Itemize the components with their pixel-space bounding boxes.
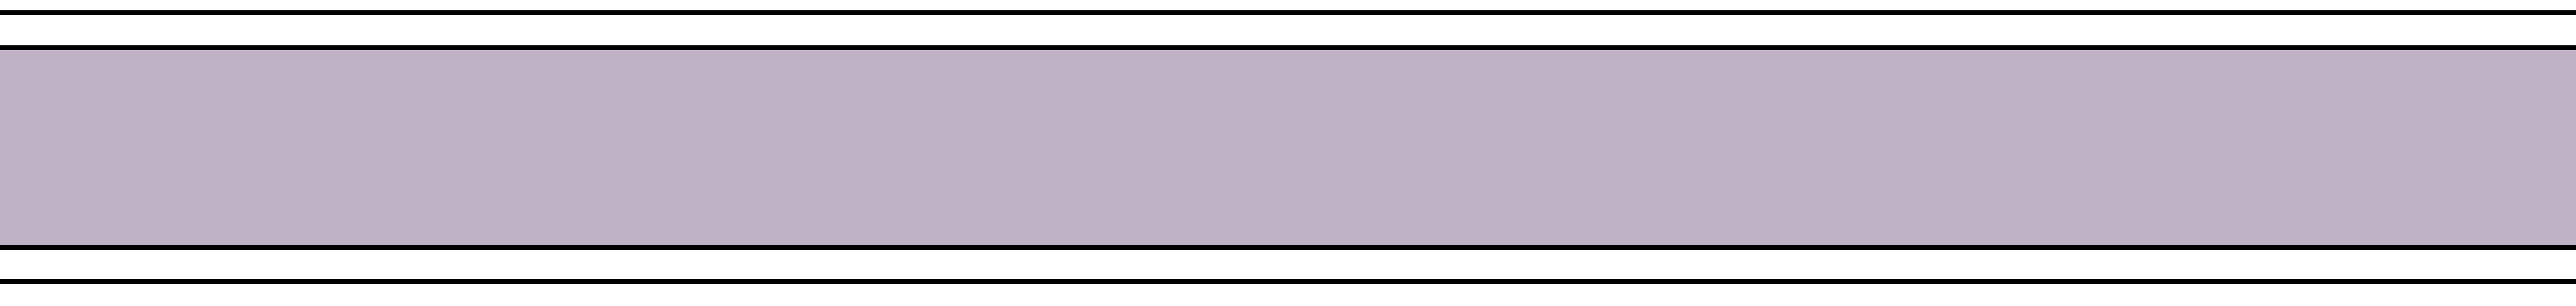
- top-outer-rule: [0, 10, 2576, 15]
- lavender-band: [0, 50, 2576, 245]
- bottom-inner-rule: [0, 245, 2576, 250]
- top-inner-rule: [0, 45, 2576, 50]
- bottom-outer-rule: [0, 279, 2576, 284]
